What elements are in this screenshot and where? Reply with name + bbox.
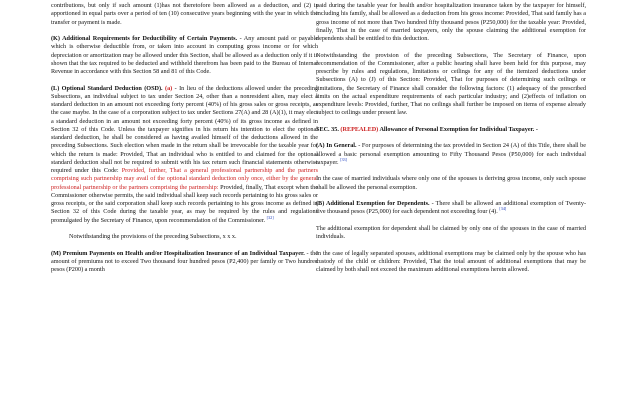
right-column [316,2,586,283]
footnote-33[interactable]: [33] [340,156,348,162]
footnote-34[interactable]: [34] [499,206,507,212]
paragraph-contributions: contributions, but only if such amount (1)has not theretofore been allowed as a deduction, and (2) is apportioned in equal parts over a period of ten (10) consecutive years beginning with the year in which the transfer or payment is made. [51,2,318,26]
text-l-tail: Provided, finally, That except when the Commissioner otherwise permits, the said individual shall keep such records pertaining to his gross sales or gross receipts, or the said corporation shall keep such records pertaining to his gross income as defined in Section 32 of this Code during the taxable year, as may be required by the rules and regulations promulgated by the Secretary of Finance, upon recommendation of the Commissioner. [51,183,318,224]
heading-sec-35 [316,126,586,134]
paragraph-premiums-cont: paid during the taxable year for health and/or hospitalization insurance taken by the taxpayer for himself, including his family, shall be allowed as a deduction from his gross income: Provided, That said family has a gross income of not more than Two hundred fifty thousand pesos (P250,000) for the taxable year: Provided, finally, That in the case of married taxpayers, only the spouse claiming the additional exemption for dependents shall be entitled to this deduction. [316,2,586,42]
left-column [51,2,318,283]
paragraph-notwithstanding: Notwithstanding the provisions of the preceding Subsections, x x x. [69,233,237,241]
paragraph-ceilings: Notwithstanding the provision of the preceding Subsections, The Secretary of Finance, upon recommendation of the Commissioner, after a public hearing shall have been held for this purpose, may prescribe by rules and regulations, limitations or ceilings for any of the itemized deductions under Subsections (A) to (J) of this Section: Provided, That for purposes of determining such ceilings or limitations, the Secretary of Finance shall consider the following factors: (1) adequacy of the prescribed limits on the actual expenditure requirements of each particular industry; and (2)effects of inflation on expenditure levels: Provided, further, That no ceilings shall further be imposed on items of expense already subject to ceilings under present law. [316,51,586,117]
text-a: - For purposes of determining the tax provided in Section 24 (A) of this Title, there shall be allowed a basic personal exemption amounting to Fifty Thousand Pesos (P50,000) for each individual taxpayer. [316,142,586,166]
repealed-label: (REPEALED) [340,125,379,133]
paragraph-b-dependents [316,200,586,217]
marker-l-a: (a) [162,84,173,92]
paragraph-l [51,85,318,225]
heading-a: (A) In General. [316,142,357,150]
text-k: - Any amount paid or payable which is otherwise deductible from, or taken into account in computing gross income or for which depreciation or amortization may be allowed under this Section, shall be allowed as a deduction only if it is shown that the tax required to be deducted and withheld therefrom has been paid to the Bureau of Internal Revenue in accordance with this Section 58 and 81 of this Code. [51,35,318,76]
heading-l: (L) Optional Standard Deduction (OSD). [51,84,163,92]
sec-35-label: SEC. 35. [316,125,341,133]
text-m: - the amount of premiums not to exceed Two thousand four hundred pesos (P2,400) per family or Two hundred pesos (P200) a month [51,249,318,274]
text-l: - In lieu of the deductions allowed under the preceding Subsections, an individual subject to tax under Section 24, other than a nonresident alien, may elect a standard deduction in an amount not exceeding forty percent (40%) of his gross sales or gross receipts, as the case maybe. In the case of a corporation subject to tax under Sections 27(A) and 28 (A)(1), it may elect a standard deduction in an amount not exceeding forty percent (40%) of its gross income as defined in Section 32 of this Code. Unless the taxpayer signifies in his return his intention to elect the optional standard deduction, he shall be considered as having availed himself of the deductions allowed in the preceding Subsections. Such election when made in the return shall be irrevocable for the taxable year for which the return is made: Provided, That an individual who is entitled to and claimed for the optional standard deduction shall not be required to submit with his tax return such financial statements otherwise required under this Code: [51,84,319,175]
heading-k: (K) Additional Requirements for Deductibility of Certain Payments. [51,35,238,43]
heading-b: (B) Additional Exemption for Dependents. [316,200,430,208]
sec-35-title: Allowance of Personal Exemption for Individual Taxpayer. - [378,125,538,133]
footnote-32[interactable]: [32] [266,214,274,220]
paragraph-a-in-general [316,142,586,167]
paragraph-legally-separated: In the case of legally separated spouses, additional exemptions may be claimed only by the spouse who has custody of the child or children: Provided, That the total amount of additional exemptions that may be claimed by both shall not exceed the maximum additional exemptions herein allowed. [316,249,586,274]
heading-m: (M) Premium Payments on Health and/or Hospitalization Insurance of an Individual Taxpayer. [51,249,305,257]
paragraph-claimed-one-spouse: The additional exemption for dependent shall be claimed by only one of the spouses in the case of married individuals. [316,225,586,241]
paragraph-married: In the case of married individuals where only one of the spouses is deriving gross income, only such spouse shall be allowed the personal exemption. [316,175,586,191]
text-b: - There shall be allowed an additional exemption of Twenty-five thousand pesos (P25,000) for each dependent not exceeding four (4). [316,200,587,216]
amended-text-l: Provided, further, That a general professional partnership and the partners comprising such partnership may avail of the optional standard deduction only once, either by the general professional partnership or the partners comprising the partnership: [51,167,319,191]
paragraph-m [51,250,318,275]
paragraph-k [51,35,318,76]
